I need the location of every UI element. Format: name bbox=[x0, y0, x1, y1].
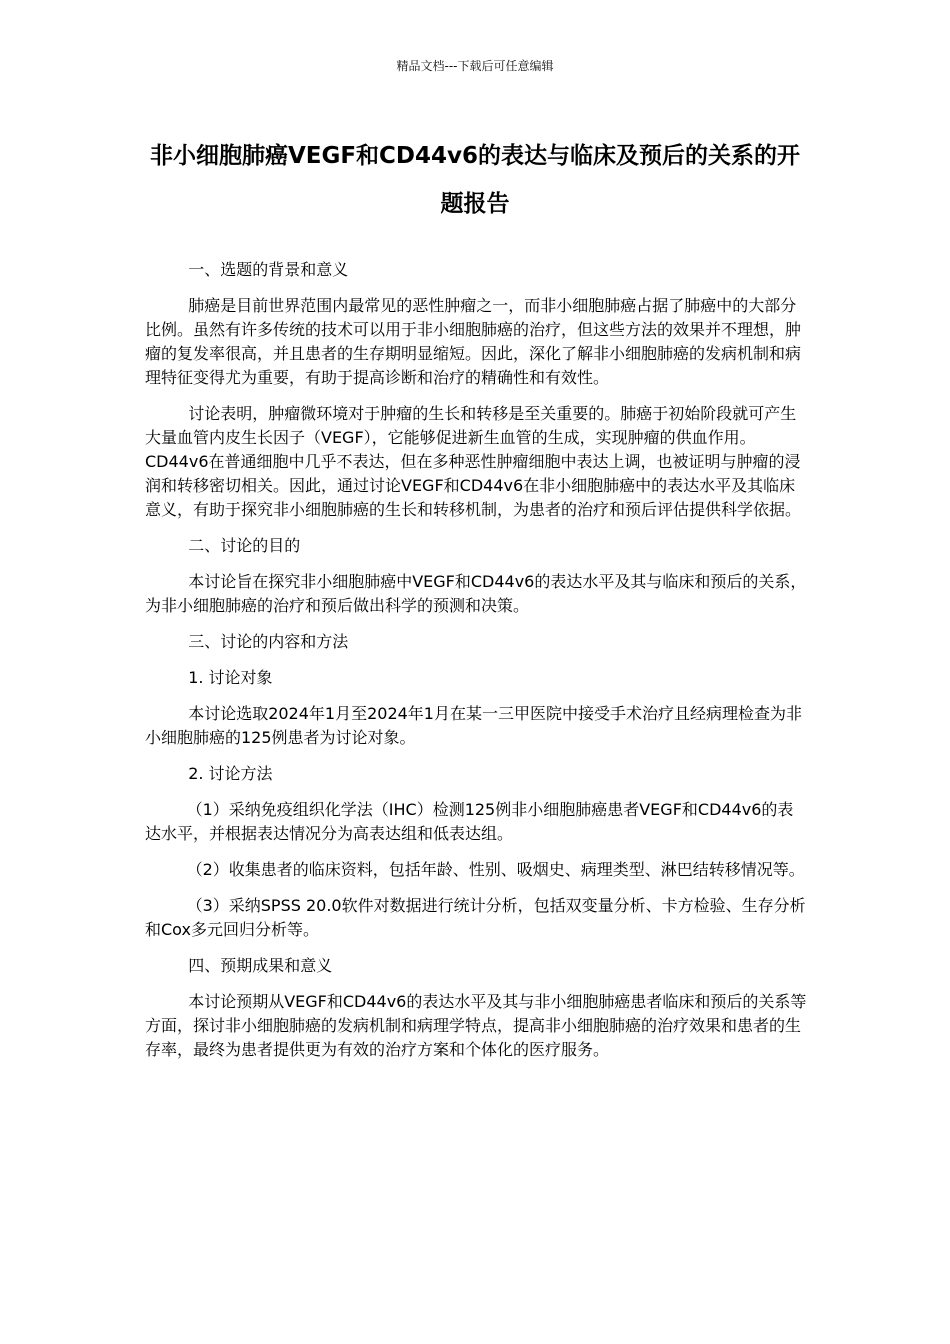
document-title: 非小细胞肺癌VEGF和CD44v6的表达与临床及预后的关系的开题报告 bbox=[149, 143, 801, 217]
section-4-heading: 四、预期成果和意义 bbox=[188, 956, 333, 975]
section-1-heading: 一、选题的背景和意义 bbox=[188, 260, 349, 279]
section-3-subheading-2: 2. 讨论方法 bbox=[188, 764, 273, 783]
section-3-subject-paragraph: 本讨论选取2024年1月至2024年1月在某一三甲医院中接受手术治疗且经病理检查为非小细胞肺癌的125例患者为讨论对象。 bbox=[145, 704, 802, 747]
section-1-paragraph-1: 肺癌是目前世界范围内最常见的恶性肿瘤之一，而非小细胞肺癌占据了肺癌中的大部分比例。虽然有许多传统的技术可以用于非小细胞肺癌的治疗，但这些方法的效果并不理想，肿瘤的复发率很高，并且患者的生存期明显缩短。因此，深化了解非小细胞肺癌的发病机制和病理特征变得尤为重要，有助于提高诊断和治疗的精确性和有效性。 bbox=[145, 296, 802, 387]
page-header-watermark: 精品文档---下载后可任意编辑 bbox=[396, 59, 554, 73]
document-body bbox=[145, 258, 807, 1074]
section-1-paragraph-2: 讨论表明，肿瘤微环境对于肿瘤的生长和转移是至关重要的。肺癌于初始阶段就可产生大量血管内皮生长因子（VEGF），它能够促进新生血管的生成，实现肿瘤的供血作用。CD44v6在普通细胞中几乎不表达，但在多种恶性肿瘤细胞中表达上调，也被证明与肿瘤的浸润和转移密切相关。因此，通过讨论VEGF和CD44v6在非小细胞肺癌中的表达水平及其临床意义，有助于探究非小细胞肺癌的生长和转移机制，为患者的治疗和预后评估提供科学依据。 bbox=[145, 404, 802, 519]
method-item-2: （2）收集患者的临床资料，包括年龄、性别、吸烟史、病理类型、淋巴结转移情况等。 bbox=[186, 860, 805, 879]
method-item-1: （1）采纳免疫组织化学法（IHC）检测125例非小细胞肺癌患者VEGF和CD44v6的表达水平，并根据表达情况分为高表达组和低表达组。 bbox=[145, 800, 794, 843]
method-item-3: （3）采纳SPSS 20.0软件对数据进行统计分析，包括双变量分析、卡方检验、生存分析和Cox多元回归分析等。 bbox=[145, 896, 806, 939]
section-2-paragraph: 本讨论旨在探究非小细胞肺癌中VEGF和CD44v6的表达水平及其与临床和预后的关系，为非小细胞肺癌的治疗和预后做出科学的预测和决策。 bbox=[145, 572, 807, 615]
section-3-subheading-1: 1. 讨论对象 bbox=[188, 668, 273, 687]
section-2-heading: 二、讨论的目的 bbox=[188, 536, 301, 555]
section-4-paragraph: 本讨论预期从VEGF和CD44v6的表达水平及其与非小细胞肺癌患者临床和预后的关系等方面，探讨非小细胞肺癌的发病机制和病理学特点，提高非小细胞肺癌的治疗效果和患者的生存率，最终为患者提供更为有效的治疗方案和个体化的医疗服务。 bbox=[145, 992, 807, 1059]
section-3-heading: 三、讨论的内容和方法 bbox=[188, 632, 349, 651]
